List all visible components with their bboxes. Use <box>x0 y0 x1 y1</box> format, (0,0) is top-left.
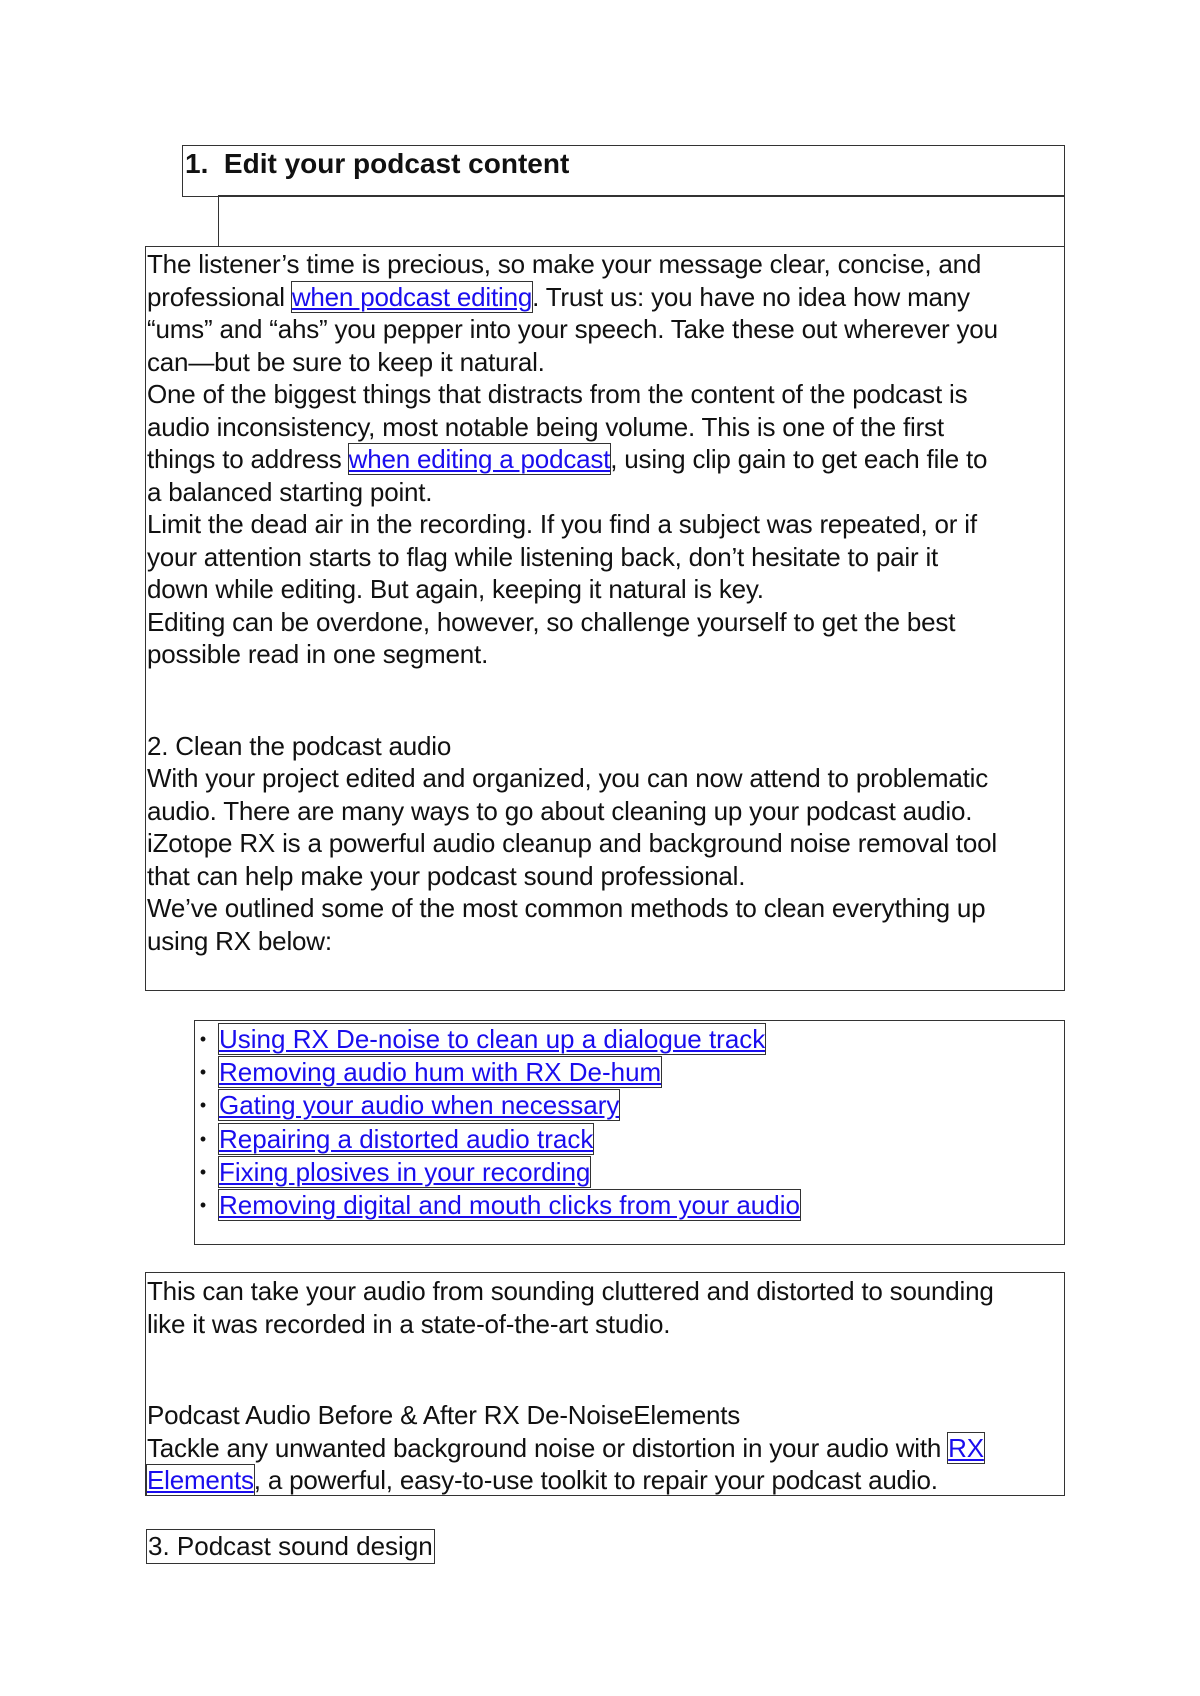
heading-1-empty-row <box>218 195 1065 247</box>
text-line <box>147 1432 1064 1465</box>
methods-list-box <box>194 1020 1065 1245</box>
link-repairing-distorted[interactable]: Repairing a distorted audio track <box>219 1123 594 1154</box>
bullet-icon: • <box>199 1195 207 1216</box>
text-line: like it was recorded in a state-of-the-art studio. <box>147 1308 671 1339</box>
heading-2: 2. Clean the podcast audio <box>147 730 452 761</box>
text-line: With your project edited and organized, you can now attend to problematic <box>147 763 989 793</box>
text-run: , a powerful, easy-to-use toolkit to repair your podcast audio. <box>253 1465 938 1495</box>
text-line: One of the biggest things that distracts from the content of the podcast is <box>147 379 968 409</box>
text-line: This can take your audio from sounding cluttered and distorted to sounding <box>147 1276 994 1306</box>
bullet-icon: • <box>199 1128 207 1149</box>
section-1-body <box>145 246 1065 991</box>
list-item <box>195 1023 1064 1056</box>
text-run: professional <box>147 281 292 312</box>
list-item <box>195 1156 1064 1189</box>
text-line: a balanced starting point. <box>147 476 433 507</box>
spacer <box>147 671 1064 730</box>
bullet-icon: • <box>199 1062 207 1083</box>
text-run: . Trust us: you have no idea how many <box>532 281 970 312</box>
list-item <box>195 1189 1064 1222</box>
section-1-text <box>146 248 1064 957</box>
text-run: things to address <box>147 444 349 474</box>
heading-1-box <box>182 145 1065 197</box>
text-line <box>147 281 1064 314</box>
link-fixing-plosives[interactable]: Fixing plosives in your recording <box>219 1156 591 1187</box>
text-line: that can help make your podcast sound professional. <box>147 860 746 891</box>
text-line: iZotope RX is a powerful audio cleanup and background noise removal tool <box>147 828 997 858</box>
link-when-editing-a-podcast[interactable]: when editing a podcast <box>348 444 611 474</box>
text-line: Limit the dead air in the recording. If you find a subject was repeated, or if <box>147 509 977 539</box>
text-line <box>147 1464 1064 1497</box>
text-line: The listener’s time is precious, so make your message clear, concise, and <box>147 249 982 279</box>
link-when-podcast-editing[interactable]: when podcast editing <box>291 281 533 312</box>
video-title: Podcast Audio Before & After RX De-NoiseElements <box>147 1400 741 1430</box>
text-line: down while editing. But again, keeping it natural is key. <box>147 574 764 604</box>
text-line: using RX below: <box>147 925 332 956</box>
link-rx-elements-part2[interactable]: Elements <box>147 1465 254 1495</box>
link-rx-denoise[interactable]: Using RX De-noise to clean up a dialogue track <box>219 1024 766 1054</box>
link-gating-audio[interactable]: Gating your audio when necessary <box>219 1090 620 1121</box>
text-line: possible read in one segment. <box>147 639 489 669</box>
link-rx-elements-part1[interactable]: RX <box>948 1432 984 1463</box>
methods-list <box>195 1021 1064 1222</box>
bullet-icon: • <box>199 1161 207 1182</box>
bullet-icon: • <box>199 1029 207 1049</box>
text-line: We’ve outlined some of the most common methods to clean everything up <box>147 893 986 923</box>
text-line <box>147 443 1064 476</box>
list-item <box>195 1056 1064 1089</box>
text-line: can—but be sure to keep it natural. <box>147 346 545 377</box>
text-line: audio. There are many ways to go about cleaning up your podcast audio. <box>147 795 973 826</box>
bullet-icon: • <box>199 1095 207 1116</box>
text-run: Tackle any unwanted background noise or distortion in your audio with <box>147 1432 949 1463</box>
link-rx-dehum[interactable]: Removing audio hum with RX De-hum <box>219 1057 662 1088</box>
list-item <box>195 1123 1064 1156</box>
heading-1-title: Edit your podcast content <box>223 148 570 179</box>
text-line: Editing can be overdone, however, so challenge yourself to get the best <box>147 606 956 637</box>
section-2-continued-text <box>146 1275 1064 1497</box>
list-item <box>195 1089 1064 1122</box>
text-run: , using clip gain to get each file to <box>610 444 988 474</box>
heading-1-number: 1. <box>185 148 209 179</box>
heading-3: 3. Podcast sound design <box>146 1529 435 1564</box>
heading-1 <box>185 146 569 182</box>
spacer <box>147 1340 1064 1399</box>
text-line: your attention starts to flag while listening back, don’t hesitate to pair it <box>147 541 939 572</box>
section-2-continued <box>145 1272 1065 1496</box>
text-line: “ums” and “ahs” you pepper into your speech. Take these out wherever you <box>147 314 998 344</box>
link-removing-clicks[interactable]: Removing digital and mouth clicks from your audio <box>219 1190 800 1221</box>
text-line: audio inconsistency, most notable being volume. This is one of the first <box>147 411 944 442</box>
